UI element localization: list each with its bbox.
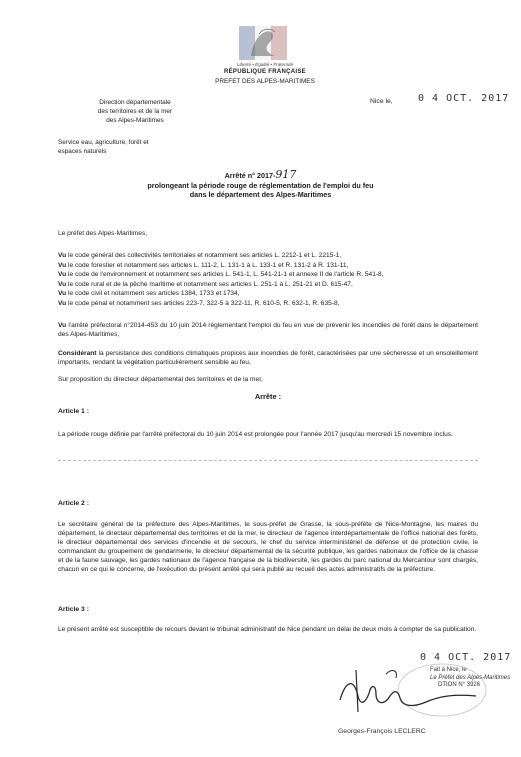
place-label: Nice le, — [370, 98, 393, 105]
article-1-text: La période rouge définie par l'arrêté préfectoral du 10 juin 2014 est prolongée pour l'année 2017 jusqu'au mercredi 15 novembre inclus. — [58, 431, 453, 438]
article-2-text: Le secrétaire général de la préfecture des Alpes-Maritimes, le sous-préfet de Grasse, la sous-préfète de Nice-Montagne, les maires du département, le directeur départemental des territoires et de la mer, le directeur de l'agence interdépartementale de l'office national des forêts, le directeur départemental des services d'incendie et de secours, le chef du service interministériel de défense et de protection civile, le commandant du groupement de gendarmerie, le directeur départemental de la sécurité publique, les gardes nationaux de l'office de la chasse et de la faune sauvage, les gardes nationaux de l'agence française de la biodiversité, les gardes du parc national du Mercantour sont chargés, chacun en ce qui le concerne, de l'exécution du présent arrêté qui sera publié au recueil des actes administratifs de la préfecture. — [58, 521, 478, 573]
intro-prefet: Le préfet des Alpes-Maritimes, — [58, 230, 148, 237]
handwritten-signature — [336, 660, 486, 720]
vu-item: Vu le code civil et notamment ses articles 1384, 1733 et 1734, — [58, 290, 240, 298]
signature-place: Fait à Nice, le — [430, 667, 467, 673]
prefet-alpes-maritimes: PREFET DES ALPES-MARITIMES — [215, 78, 315, 85]
vu-list — [58, 251, 478, 309]
vu-item: Vu le code pénal et notamment ses articles 223-7, 322-5 à 322-11, R. 610-5, R. 632-1, R. 635-8, — [58, 299, 340, 307]
direction-line: Direction départementale — [99, 99, 171, 106]
republique-francaise: RÉPUBLIQUE FRANÇAISE — [223, 69, 306, 75]
signatory-name: Georges-François LECLERC — [338, 728, 426, 735]
service-line: Service eau, agriculture, forêt et — [58, 139, 149, 146]
signature-role: Le Préfet des Alpes-Maritimes — [430, 674, 511, 681]
motto: Liberté • Égalité • Fraternité — [236, 62, 294, 67]
article-1-label: Article 1 : — [58, 408, 89, 415]
vu-item: Vu le code de l'environnement et notamment ses articles L. 541-1, L. 541-21-1 et annexe II de l'article R. 541-8, — [58, 271, 384, 279]
vu-item: Vu le code rural et de la pêche maritime et notamment ses articles L. 251-1 à L. 251-21 et D. 615-47, — [58, 280, 353, 288]
direction-line: des territoires et de la mer — [97, 108, 173, 115]
direction-block — [70, 98, 200, 125]
stamp-text: DTION N° 3926 — [438, 682, 481, 688]
article-3-label: Article 3 : — [58, 606, 89, 613]
service-line: espaces naturels — [58, 148, 107, 155]
republique-francaise-logo — [237, 22, 289, 64]
direction-line: des Alpes-Maritimes — [106, 117, 164, 124]
service-block — [58, 138, 188, 156]
document-title — [40, 170, 481, 200]
vu-arrete-paragraph: Vu l'arrêté préfectoral n°2014-453 du 10 juin 2014 réglementant l'emploi du feu en vue de prévenir les incendies de forêt dans le département des Alpes-Maritimes, — [58, 322, 478, 338]
vu-item: Vu le code général des collectivités territoriales et notamment ses articles L. 2212-1 et L. 2215-1, — [58, 252, 342, 259]
article-2-label: Article 2 : — [58, 500, 89, 507]
separator — [58, 460, 478, 461]
title-line-3: dans le département des Alpes-Maritimes — [189, 190, 332, 199]
title-line-2: prolongeant la période rouge de réglementation de l'emploi du feu — [147, 180, 374, 190]
considerant-paragraph: Considérant la persistance des conditions climatiques propices aux incendies de forêt, caractérisées par une sécheresse et un ensoleillement importants, rendant la végétation particulièrement sensible au feu, — [58, 350, 478, 366]
arrete-number-handwritten: 917 — [275, 168, 297, 181]
proposition-paragraph: Sur proposition du directeur départemental des territoires et de la mer, — [58, 376, 263, 383]
article-3-text: Le présent arrêté est susceptible de recours devant le tribunal administratif de Nice pendant un délai de deux mois à compter de sa publication. — [58, 626, 477, 633]
date-stamp: 0 4 OCT. 2017 — [418, 93, 510, 104]
signature-date-stamp: 0 4 OCT. 2017 — [420, 652, 512, 663]
arrete-number-line — [40, 170, 481, 181]
vu-item: Vu le code forestier et notamment ses articles L. 111-2, L. 131-1 à L. 133-1 et R. 131-2 à R. 131-11, — [58, 261, 349, 269]
arrete-prefix: Arrêté n° 2017- — [224, 171, 276, 180]
arrete-heading: Arrête : — [254, 392, 282, 401]
